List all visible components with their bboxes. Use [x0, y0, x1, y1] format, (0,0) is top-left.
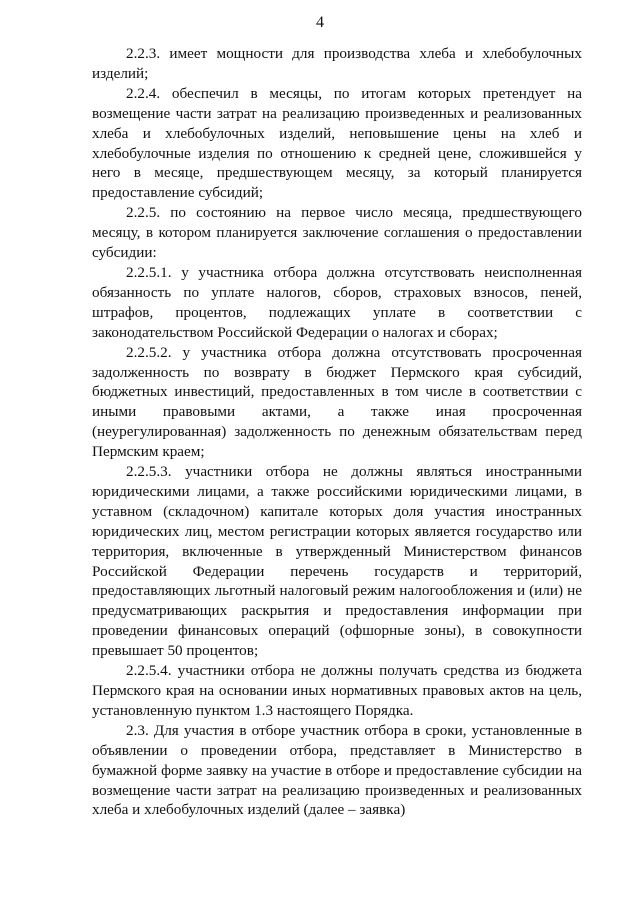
paragraph-2-2-5-4: 2.2.5.4. участники отбора не должны получать средства из бюджета Пермского края на основании иных нормативных правовых актов на цель, установленную пунктом 1.3 настоящего Порядка. [92, 662, 582, 719]
paragraph-2-2-5-3: 2.2.5.3. участники отбора не должны являться иностранными юридическими лицами, а также российскими юридическими лицами, в уставном (складочном) капитале которых доля участия иностранных юридических лиц, местом регистрации которых является государство или территория, включенные в утвержденный Министерством финансов Российской Федерации перечень государств и территорий, предоставляющих льготный налоговый режим налогообложения и (или) не предусматривающих раскрытия и предоставления информации при проведении финансовых операций (офшорные зоны), в совокупности превышает 50 процентов; [92, 463, 582, 660]
paragraph-2-2-3: 2.2.3. имеет мощности для производства хлеба и хлебобулочных изделий; [92, 45, 582, 82]
document-body [92, 44, 582, 820]
paragraph-2-2-4: 2.2.4. обеспечил в месяцы, по итогам которых претендует на возмещение части затрат на реализацию произведенных и реализованных хлеба и хлебобулочных изделий, неповышение цены на хлеб и хлебобулочные изделия по отношению к средней цене, сложившейся у него в месяце, предшествующем месяцу, за который планируется предоставление субсидий; [92, 84, 582, 202]
paragraph-2-3: 2.3. Для участия в отборе участник отбора в сроки, установленные в объявлении о проведении отбора, представляет в Министерство в бумажной форме заявку на участие в отборе и предоставление субсидии на возмещение части затрат на реализацию произведенных и реализованных хлеба и хлебобулочных изделий (далее – заявка) [92, 721, 582, 819]
paragraph-2-2-5-1: 2.2.5.1. у участника отбора должна отсутствовать неисполненная обязанность по уплате налогов, сборов, страховых взносов, пеней, штрафов, процентов, подлежащих уплате в соответствии с законодательством Российской Федерации о налогах и сборах; [92, 263, 582, 341]
paragraph-2-2-5-2: 2.2.5.2. у участника отбора должна отсутствовать просроченная задолженность по возврату в бюджет Пермского края субсидий, бюджетных инвестиций, предоставленных в том числе в соответствии с иными правовыми актами, а также иная просроченная (неурегулированная) задолженность по денежным обязательствам перед Пермским краем; [92, 343, 582, 461]
page-number: 4 [316, 14, 324, 31]
paragraph-2-2-5: 2.2.5. по состоянию на первое число месяца, предшествующего месяцу, в котором планируется заключение соглашения о предоставлении субсидии: [92, 204, 582, 262]
